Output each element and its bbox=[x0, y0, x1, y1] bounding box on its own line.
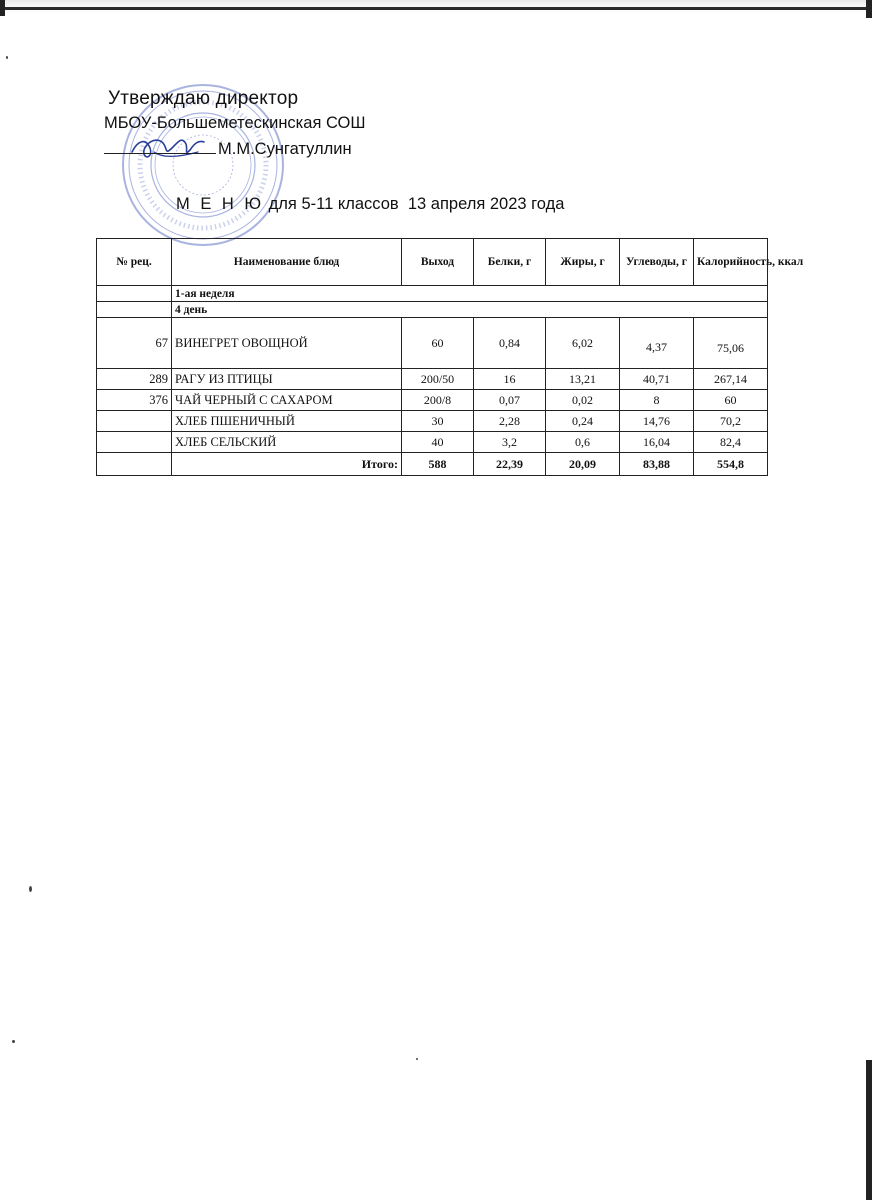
cell-yield: 200/50 bbox=[402, 369, 474, 390]
scan-top-line bbox=[0, 7, 872, 10]
cell-yield: 200/8 bbox=[402, 390, 474, 411]
cell-fat: 0,6 bbox=[546, 432, 620, 453]
menu-table bbox=[96, 238, 804, 476]
menu-title bbox=[176, 195, 564, 214]
total-label: Итого: bbox=[172, 453, 402, 476]
cell-carbs: 8 bbox=[620, 390, 694, 411]
cell-kcal: 82,4 bbox=[694, 432, 768, 453]
day-rec-cell bbox=[97, 302, 172, 318]
cell-yield: 40 bbox=[402, 432, 474, 453]
cell-yield: 30 bbox=[402, 411, 474, 432]
signer-name: М.М.Сунгатуллин bbox=[218, 140, 352, 158]
cell-yield: 60 bbox=[402, 318, 474, 369]
cell-name: ХЛЕБ ПШЕНИЧНЫЙ bbox=[172, 411, 402, 432]
cell-name: РАГУ ИЗ ПТИЦЫ bbox=[172, 369, 402, 390]
cell-name: ВИНЕГРЕТ ОВОЩНОЙ bbox=[172, 318, 402, 369]
total-fat: 20,09 bbox=[546, 453, 620, 476]
day-label: 4 день bbox=[172, 302, 768, 318]
cell-rec bbox=[97, 432, 172, 453]
cell-protein: 0,84 bbox=[474, 318, 546, 369]
cell-kcal: 75,06 bbox=[694, 318, 768, 369]
total-rec-cell bbox=[97, 453, 172, 476]
cell-carbs: 4,37 bbox=[620, 318, 694, 369]
cell-fat: 0,24 bbox=[546, 411, 620, 432]
week-row bbox=[97, 286, 768, 302]
cell-protein: 0,07 bbox=[474, 390, 546, 411]
week-rec-cell bbox=[97, 286, 172, 302]
menu-title-rest: для 5-11 классов 13 апреля 2023 года bbox=[264, 195, 565, 213]
cell-protein: 16 bbox=[474, 369, 546, 390]
approval-title: Утверждаю директор bbox=[108, 88, 299, 109]
table-row bbox=[97, 318, 768, 369]
week-label: 1-ая неделя bbox=[172, 286, 768, 302]
scan-speck bbox=[12, 1040, 15, 1043]
cell-carbs: 14,76 bbox=[620, 411, 694, 432]
scan-speck bbox=[6, 56, 8, 59]
scan-corner-mark bbox=[0, 0, 5, 16]
cell-fat: 0,02 bbox=[546, 390, 620, 411]
cell-carbs: 16,04 bbox=[620, 432, 694, 453]
cell-fat: 6,02 bbox=[546, 318, 620, 369]
cell-kcal: 70,2 bbox=[694, 411, 768, 432]
header-fat: Жиры, г bbox=[546, 239, 620, 286]
header-protein: Белки, г bbox=[474, 239, 546, 286]
total-row bbox=[97, 453, 768, 476]
school-name: МБОУ-Большеметескинская СОШ bbox=[104, 114, 366, 132]
header-kcal: Калорийность, ккал bbox=[694, 239, 768, 286]
scan-speck bbox=[29, 886, 32, 892]
menu-title-word: М Е Н Ю bbox=[176, 195, 265, 213]
cell-name: ЧАЙ ЧЕРНЫЙ С САХАРОМ bbox=[172, 390, 402, 411]
cell-kcal: 267,14 bbox=[694, 369, 768, 390]
scan-speck bbox=[416, 1058, 418, 1060]
table-row bbox=[97, 411, 768, 432]
header-rec: № рец. bbox=[97, 239, 172, 286]
cell-protein: 2,28 bbox=[474, 411, 546, 432]
cell-rec: 67 bbox=[97, 318, 172, 369]
cell-kcal: 60 bbox=[694, 390, 768, 411]
total-kcal: 554,8 bbox=[694, 453, 768, 476]
table-row bbox=[97, 432, 768, 453]
scan-corner-mark bbox=[866, 0, 872, 18]
header-yield: Выход bbox=[402, 239, 474, 286]
cell-rec bbox=[97, 411, 172, 432]
cell-rec: 289 bbox=[97, 369, 172, 390]
header-name: Наименование блюд bbox=[172, 239, 402, 286]
cell-name: ХЛЕБ СЕЛЬСКИЙ bbox=[172, 432, 402, 453]
day-row bbox=[97, 302, 768, 318]
cell-carbs: 40,71 bbox=[620, 369, 694, 390]
table-row bbox=[97, 390, 768, 411]
total-protein: 22,39 bbox=[474, 453, 546, 476]
scan-edge-mark bbox=[866, 1060, 872, 1200]
cell-protein: 3,2 bbox=[474, 432, 546, 453]
total-yield: 588 bbox=[402, 453, 474, 476]
total-carbs: 83,88 bbox=[620, 453, 694, 476]
table-header-row bbox=[97, 239, 768, 286]
table-row bbox=[97, 369, 768, 390]
header-carbs: Углеводы, г bbox=[620, 239, 694, 286]
signature-line bbox=[104, 153, 216, 154]
cell-fat: 13,21 bbox=[546, 369, 620, 390]
cell-rec: 376 bbox=[97, 390, 172, 411]
